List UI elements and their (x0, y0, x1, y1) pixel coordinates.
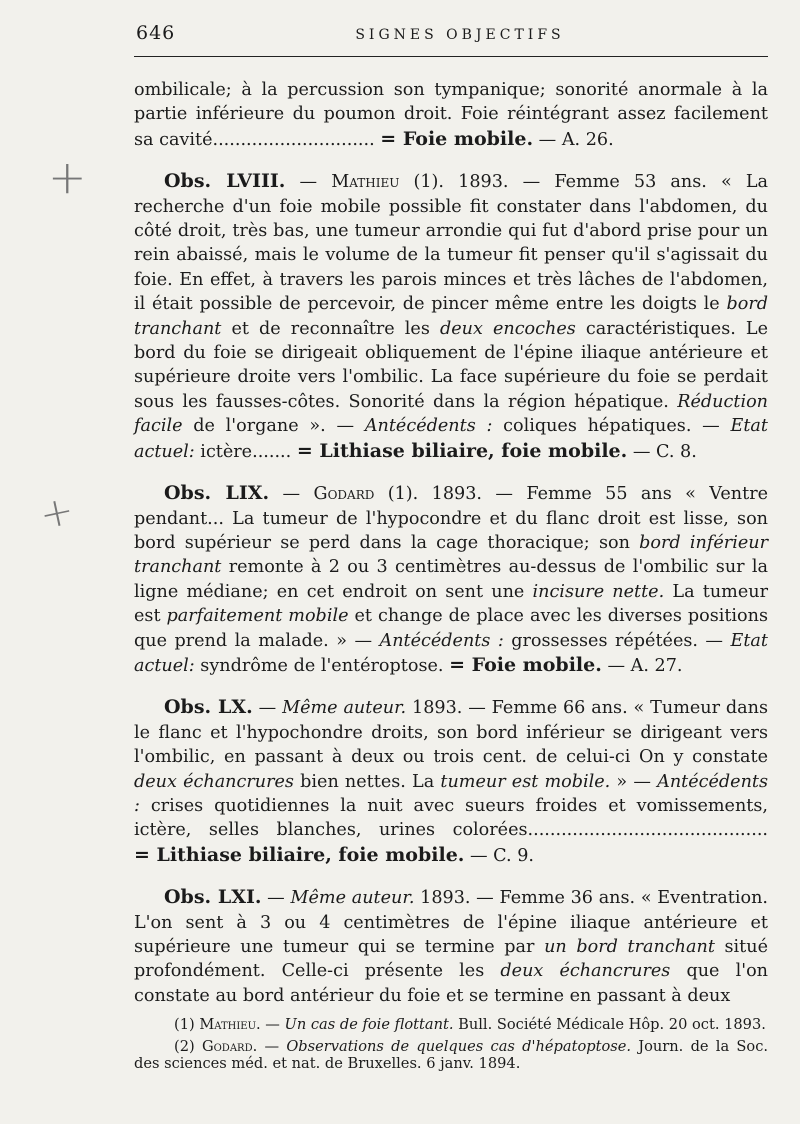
observation-text: — (252, 698, 283, 719)
observation-paragraph (134, 885, 768, 1008)
footnotes (134, 1016, 768, 1077)
emphasis-text: deux encoches (439, 318, 576, 339)
observation-text: et change de place avec les diverses positions que prend la malade. » — (134, 606, 768, 651)
emphasis-text: deux échancrures (500, 961, 671, 982)
body-text (134, 78, 768, 1008)
emphasis-text: Même auteur. (282, 698, 407, 719)
footnote-title: Observations de quelques cas d'hépatoptose. (286, 1037, 632, 1055)
observation-paragraph: Obs. LIX. — Godard (1). 1893. — Femme 55 ans « Ventre pendant... La tumeur de l'hypocondre et du flanc droit est lisse, son bord supérieur se perd dans la cage thoracique; son bord inférieur tranchant remonte à 2 ou 3 centimètres au-dessus de l'ombilic sur la ligne médiane; en cet endroit on sent une incisure nette. La tumeur est parfaitement mobile et change de place avec les diverses positions que prend la malade. » — Antécédents : grossesses répétées. — Etat actuel: syndrôme de l'entéroptose. = Foie mobile. — A. 27. (134, 482, 769, 676)
observation-label: Obs. LVIII. (164, 170, 286, 193)
footnote-dash: — (257, 1037, 287, 1055)
observation-text: remonte à 2 ou 3 centimètres au-dessus de l'ombilic sur la ligne médiane; en cet endroit on sent une (134, 557, 768, 602)
observation-text: de l'organe ». — (182, 416, 365, 437)
observation-label: Obs. LXI. (164, 886, 262, 909)
observation-text: ictère....... (194, 441, 292, 462)
intro-ref: — A. 26. (538, 129, 614, 150)
observation-conclusion: = Foie mobile. (449, 653, 602, 676)
observation-text: 1893. — Femme 36 ans. « Eventration. L'on sent à 3 ou 4 centimètres de l'épine iliaque antérieure et supérieure une tumeur qui se termine par (134, 888, 769, 957)
margin-mark-cross: + (35, 487, 78, 539)
observation-text: — (261, 888, 291, 909)
footnote-mark: (2) (174, 1037, 195, 1055)
observation-text: que l'on constate au bord antérieur du foie et se termine en passant à deux (134, 961, 768, 1006)
emphasis-text: Antécédents : (364, 416, 493, 437)
observation-text: . 1893. — Femme 53 ans. « La recherche d'un foie mobile possible fit constater dans l'abdomen, du côté droit, très bas, une tumeur arrondie qui fut d'abord prise pour un rein abaissé, mais le volume de la tumeur fit penser qu'il s'agissait du foie. En effet, à travers les parois minces et très lâches de l'abdomen, il était possible de percevoir, de pincer même entre les doigts le (134, 172, 769, 315)
observation-paragraph (134, 695, 768, 868)
emphasis-text: parfaitement mobile (166, 606, 349, 627)
observation-label: Obs. LX. (164, 696, 253, 719)
observations (134, 169, 768, 1008)
footnote-dash: — (260, 1016, 285, 1033)
observation-text: caractéristiques. Le bord du foie se dirigeait obliquement de l'épine iliaque antérieure et supérieure droite vers l'ombilic. La face supérieure du foie se perdait sous les fausses-côtes. Sonorité dans la région hépatique. (134, 318, 768, 412)
observation-text: crises quotidiennes la nuit avec sueurs froides et vomissements, ictère, selles blanches, urines colorées........................................... (134, 795, 768, 841)
footnote (134, 1016, 768, 1034)
page-number: 646 (136, 22, 176, 44)
observation-ref: — A. 27. (607, 655, 683, 676)
footnote-rest: Bull. Société Médicale Hôp. 20 oct. 1893. (453, 1016, 766, 1033)
observation-text: situé profondément. Celle-ci présente les (134, 937, 768, 982)
observation-ref: — C. 8. (632, 441, 697, 462)
observation-ref: — C. 9. (470, 845, 534, 866)
footnote-rest: Journ. de la Soc. des sciences méd. et nat. de Bruxelles. 6 janv. 1894. (134, 1037, 769, 1073)
observation-note-mark: (1) (413, 172, 439, 193)
observation-text: La tumeur est (134, 581, 768, 627)
observation-conclusion: = Lithiase biliaire, foie mobile. (134, 843, 465, 866)
running-head: SIGNES OBJECTIFS (355, 27, 565, 43)
observation-text: et de reconnaître les (221, 318, 440, 339)
emphasis-text: incisure nette. (532, 581, 665, 602)
header-rule (134, 56, 768, 57)
observation-conclusion: = Lithiase biliaire, foie mobile. (296, 439, 628, 462)
footnote-author: Godard. (201, 1037, 258, 1055)
emphasis-text: Etat actuel: (134, 416, 768, 462)
emphasis-text: Etat actuel: (134, 630, 768, 676)
observation-text: coliques hépatiques. — (492, 416, 731, 437)
footnote-mark: (1) (174, 1016, 195, 1033)
observation-text: 1893. — Femme 66 ans. « Tumeur dans le flanc et l'hypochondre droits, son bord inférieur se dirigeant vers l'ombilic, en passant à deux ou trois cent. de celui-ci On y constate (134, 698, 769, 768)
emphasis-text: un bord tranchant (544, 937, 715, 957)
observation-text: . 1893. — Femme 55 ans « Ventre pendant... La tumeur de l'hypocondre et du flanc droit est lisse, son bord supérieur se perd dans la cage thoracique; son (134, 484, 769, 553)
emphasis-text: Même auteur. (290, 888, 415, 909)
intro-paragraph (134, 78, 768, 152)
emphasis-text: Réduction facile (134, 391, 768, 437)
observation-author: Mathieu (331, 172, 400, 193)
observation-author: Godard (313, 484, 375, 505)
observation-text: syndrôme de l'entéroptose. (194, 655, 444, 676)
intro-conclusion: = Foie mobile. (380, 127, 534, 150)
intro-text: ombilicale; à la percussion son tympanique; sonorité anormale à la partie inférieure du poumon droit. Foie réintégrant assez facilement sa cavité............................. (134, 80, 768, 150)
observation-text: » — (610, 771, 658, 792)
emphasis-text: deux échancrures (134, 771, 294, 792)
observation-note-mark: (1) (387, 484, 413, 505)
emphasis-text: tumeur est mobile. (440, 771, 611, 792)
observation-label: Obs. LIX. (164, 482, 270, 505)
observation-paragraph: Obs. LVIII. — Mathieu (1). 1893. — Femme 53 ans. « La recherche d'un foie mobile possible fit constater dans l'abdomen, du côté droit, très bas, une tumeur arrondie qui fut d'abord prise pour un rein abaissé, mais le volume de la tumeur fit penser qu'il s'agissait du foie. En effet, à travers les parois minces et très lâches de l'abdomen, il était possible de percevoir, de pincer même entre les doigts le bord tranchant et de reconnaître les deux encoches caractéristiques. Le bord du foie se dirigeait obliquement de l'épine iliaque antérieure et supérieure droite vers l'ombilic. La face supérieure du foie se perdait sous les fausses-côtes. Sonorité dans la région hépatique. Réduction facile de l'organe ». — Antécédents : coliques hépatiques. — Etat actuel: ictère....... = Lithiase biliaire, foie mobile. — C. 8. (134, 170, 769, 462)
footnote-author: Mathieu. (199, 1016, 261, 1033)
footnote-title: Un cas de foie flottant. (284, 1016, 454, 1033)
emphasis-text: bord inférieur tranchant (134, 532, 768, 578)
emphasis-text: Antécédents : (134, 771, 769, 816)
emphasis-text: bord tranchant (134, 294, 768, 339)
observation-text: bien nettes. La (293, 771, 441, 792)
margin-mark-cross: + (48, 150, 87, 204)
emphasis-text: Antécédents : (379, 630, 504, 651)
footnote (134, 1038, 768, 1073)
observation-text: grossesses répétées. — (503, 630, 731, 651)
